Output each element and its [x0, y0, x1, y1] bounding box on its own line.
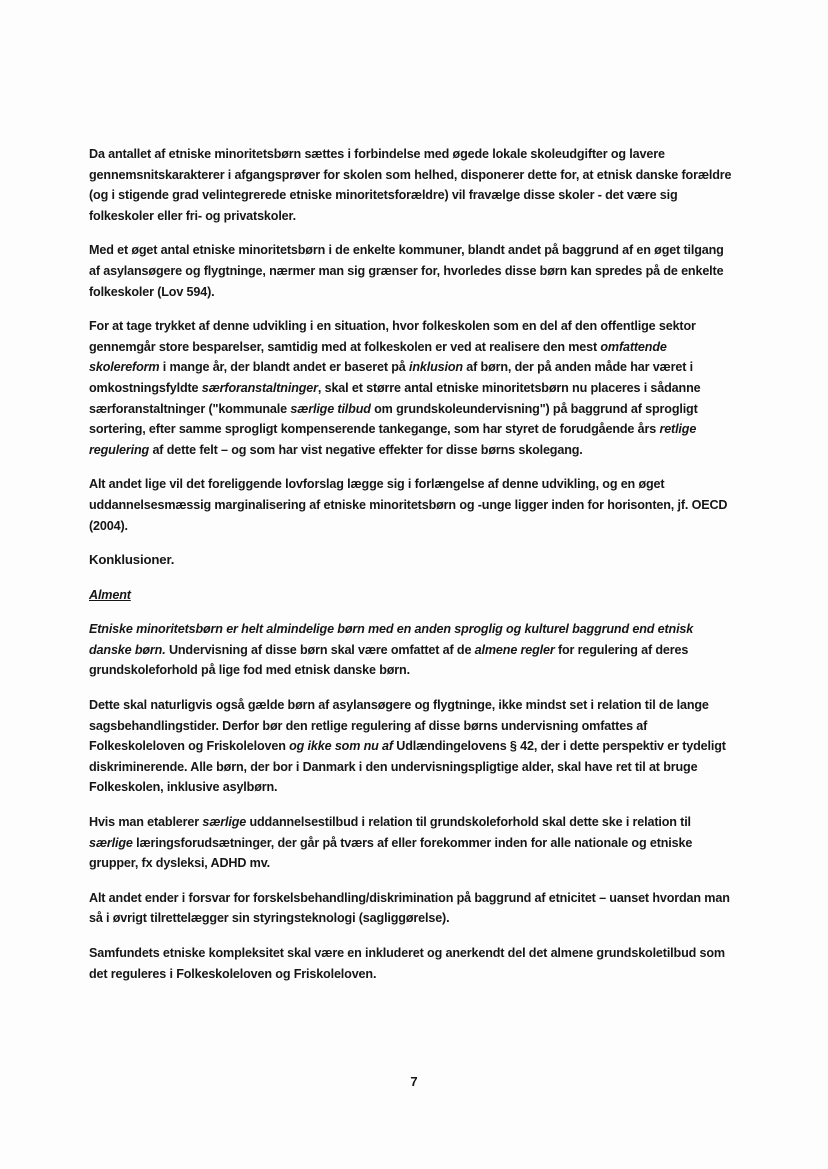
p3-emphasis-saerforanstaltninger: særforanstaltninger [201, 380, 318, 395]
p5-text-b: Undervisning af disse børn skal være omfattet af de [165, 642, 475, 657]
p3-text-i: om grundskoleundervisning") på baggrund af sprogligt sortering, efter samme sprogligt kompenserende tankegange, som har styret de forudgående års [89, 401, 698, 437]
p3-text-k: af dette felt – og som har vist negative effekter for disse børns skolegang. [149, 442, 583, 457]
section-heading: Konklusioner. [89, 552, 175, 568]
paragraph-4: Alt andet lige vil det foreliggende lovforslag lægge sig i forlængelse af denne udvikling, og en øget uddannelsesmæssig marginalisering af etniske minoritetsbørn og -unge ligger inden for horisonten, jf. OECD (2004). [89, 477, 728, 533]
p7-emphasis-saerlige-2: særlige [89, 835, 133, 850]
p3-emphasis-skolereform: omfattende skolereform [89, 339, 667, 375]
paragraph-2: Med et øget antal etniske minoritetsbørn i de enkelte kommuner, blandt andet på baggrund af en øget tilgang af asylansøgere og flygtninge, nærmer man sig grænser for, hvorledes disse børn kan spredes på de enkelte folkeskoler (Lov 594). [89, 243, 724, 299]
p3-emphasis-retlige-regulering: retlige regulering [89, 422, 697, 457]
paragraph-8: Alt andet ender i forsvar for forskelsbehandling/diskrimination på baggrund af etnicitet – uanset hvordan man så i øvrigt tilrettelægger sin styringsteknologi (sagliggørelse). [89, 890, 730, 926]
p6-text-a: Dette skal naturligvis også gælde børn af asylansøgere og flygtninge, ikke mindst set i relation til de lange sagsbehandlingstider. Derfor bør den retlige regulering af disse børns undervisning omfattes af Folkeskoleloven og Friskoleloven [89, 698, 709, 754]
p3-text-a: For at tage trykket af denne udvikling i en situation, hvor folkeskolen som en del af den offentlige sektor gennemgår store besparelser, samtidig med at folkeskolen er ved at realisere den mest [89, 319, 696, 354]
paragraph-1: Da antallet af etniske minoritetsbørn sættes i forbindelse med øgede lokale skoleudgifter og lavere gennemsnitskarakterer i afgangsprøver for skolen som helhed, disponerer dette for, at etnisk danske forældre (og i stigende grad velintegrerede etniske minoritetsforældre) vil fravælge disse skoler - det være sig folkeskoler eller fri- og privatskoler. [89, 147, 732, 223]
section-subheading: Alment [89, 587, 131, 602]
p5-text-d: for regulering af deres grundskoleforhold på lige fod med etnisk danske børn. [89, 642, 689, 678]
p7-emphasis-saerlige-1: særlige [202, 815, 247, 830]
p6-emphasis-og-ikke-som-nu-af: og ikke som nu af [289, 739, 393, 754]
p7-text-a: Hvis man etablerer [89, 815, 203, 830]
body-text [89, 144, 737, 998]
paragraph-5 [89, 619, 737, 681]
p3-text-c: i mange år, der blandt andet er baseret på [159, 360, 410, 375]
paragraph-9: Samfundets etniske kompleksitet skal være en inkluderet og anerkendt del det almene grundskoletilbud som det reguleres i Folkeskoleloven og Friskoleloven. [89, 946, 725, 981]
p3-text-g: , skal et større antal etniske minoritetsbørn nu placeres i sådanne særforanstaltninger ("kommunale [89, 380, 701, 416]
p5-emphasis-lead: Etniske minoritetsbørn er helt almindelige børn med en anden sproglig og kulturel baggrund end etnisk danske børn. [89, 622, 694, 657]
paragraph-6 [89, 695, 737, 798]
p3-text-e: af børn, der på anden måde har været i omkostningsfyldte [89, 360, 693, 395]
paragraph-3 [89, 316, 737, 460]
p3-emphasis-inklusion: inklusion [409, 360, 463, 375]
page-number: 7 [410, 1074, 418, 1089]
p5-emphasis-almene-regler: almene regler [474, 642, 555, 657]
p3-emphasis-saerlige-tilbud: særlige tilbud [290, 401, 371, 416]
p6-text-c: Udlændingelovens § 42, der i dette perspektiv er tydeligt diskriminerende. Alle børn, der bor i Danmark i den undervisningspligtige alder, skal have ret til at bruge Folkeskolen, inklusive asylbørn. [89, 739, 726, 795]
paragraph-7 [89, 812, 737, 874]
p7-text-e: læringsforudsætninger, der går på tværs af eller forekommer inden for alle nationale og etniske grupper, fx dysleksi, ADHD mv. [89, 835, 693, 871]
p7-text-c: uddannelsestilbud i relation til grundskoleforhold skal dette ske i relation til [246, 815, 691, 830]
